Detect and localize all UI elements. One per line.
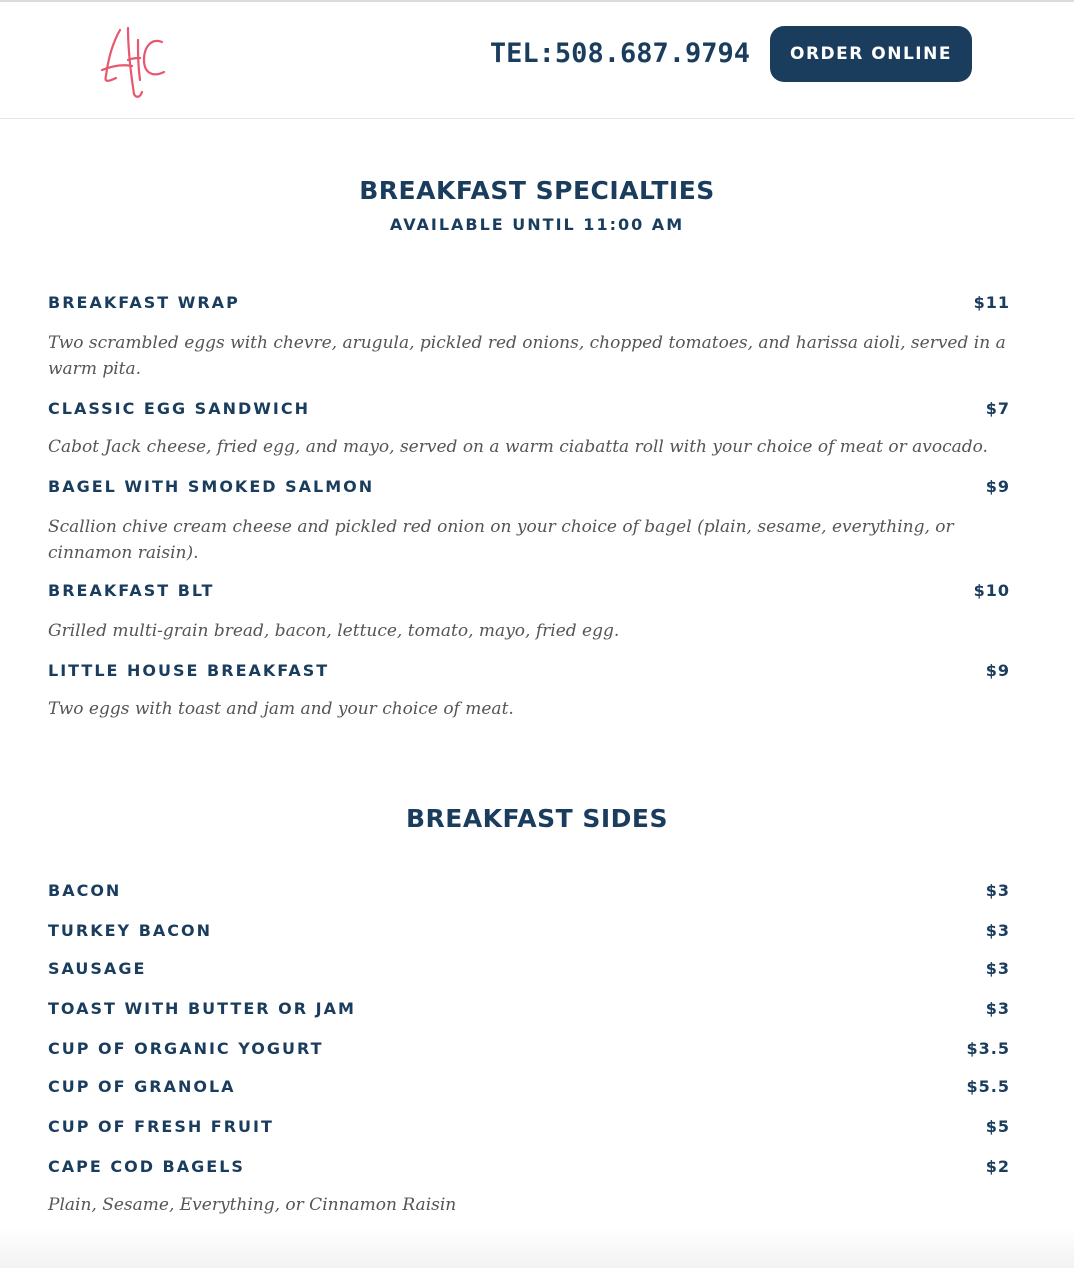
menu-item-name: CUP OF GRANOLA <box>48 1077 236 1096</box>
menu-item-price: $3 <box>985 959 1010 978</box>
menu-item-price: $11 <box>973 293 1010 312</box>
section-title-specialties: BREAKFAST SPECIALTIES <box>359 176 715 205</box>
menu-item-name: BACON <box>48 881 122 900</box>
menu-item-name: BREAKFAST BLT <box>48 581 215 600</box>
lhc-monogram-logo-icon[interactable] <box>98 20 170 100</box>
menu-item-name: BREAKFAST WRAP <box>48 293 240 312</box>
menu-item-description: Scallion chive cream cheese and pickled red onion on your choice of bagel (plain, sesame, everything, or cinnamon raisin). <box>48 517 954 563</box>
menu-item-price: $3 <box>985 999 1010 1018</box>
menu-item-name: CUP OF ORGANIC YOGURT <box>48 1039 324 1058</box>
section-subtitle-specialties: AVAILABLE UNTIL 11:00 AM <box>389 215 685 234</box>
menu-item-description: Two eggs with toast and jam and your choice of meat. <box>48 699 514 719</box>
menu-item-name: TURKEY BACON <box>48 921 213 940</box>
order-online-button[interactable]: ORDER ONLINE <box>770 26 972 82</box>
menu-item-name: SAUSAGE <box>48 959 147 978</box>
menu-item-price: $5.5 <box>966 1077 1010 1096</box>
menu-item-price: $9 <box>985 477 1010 496</box>
menu-item-description: Plain, Sesame, Everything, or Cinnamon Raisin <box>48 1195 457 1215</box>
menu-item-price: $7 <box>985 399 1010 418</box>
menu-item-price: $3 <box>985 881 1010 900</box>
section-title-sides: BREAKFAST SIDES <box>405 804 669 833</box>
phone-number[interactable]: TEL:508.687.9794 <box>489 38 750 69</box>
menu-item-name: CLASSIC EGG SANDWICH <box>48 399 310 418</box>
menu-item-description: Cabot Jack cheese, fried egg, and mayo, served on a warm ciabatta roll with your choice of meat or avocado. <box>48 437 988 457</box>
site-header <box>0 2 1074 119</box>
menu-item-price: $3.5 <box>966 1039 1010 1058</box>
menu-item-price: $2 <box>985 1157 1010 1176</box>
menu-item-name: TOAST WITH BUTTER OR JAM <box>48 999 356 1018</box>
page-bottom-fade <box>0 1228 1074 1268</box>
menu-item-name: CUP OF FRESH FRUIT <box>48 1117 274 1136</box>
menu-item-description: Two scrambled eggs with chevre, arugula, pickled red onions, chopped tomatoes, and harissa aioli, served in a warm pita. <box>48 333 1006 379</box>
menu-item-price: $9 <box>985 661 1010 680</box>
menu-item-name: BAGEL WITH SMOKED SALMON <box>48 477 375 496</box>
menu-item-name: CAPE COD BAGELS <box>48 1157 245 1176</box>
menu-item-description: Grilled multi-grain bread, bacon, lettuce, tomato, mayo, fried egg. <box>48 621 620 641</box>
menu-item-price: $10 <box>973 581 1010 600</box>
menu-item-price: $3 <box>985 921 1010 940</box>
menu-item-price: $5 <box>985 1117 1010 1136</box>
menu-item-name: LITTLE HOUSE BREAKFAST <box>48 661 330 680</box>
